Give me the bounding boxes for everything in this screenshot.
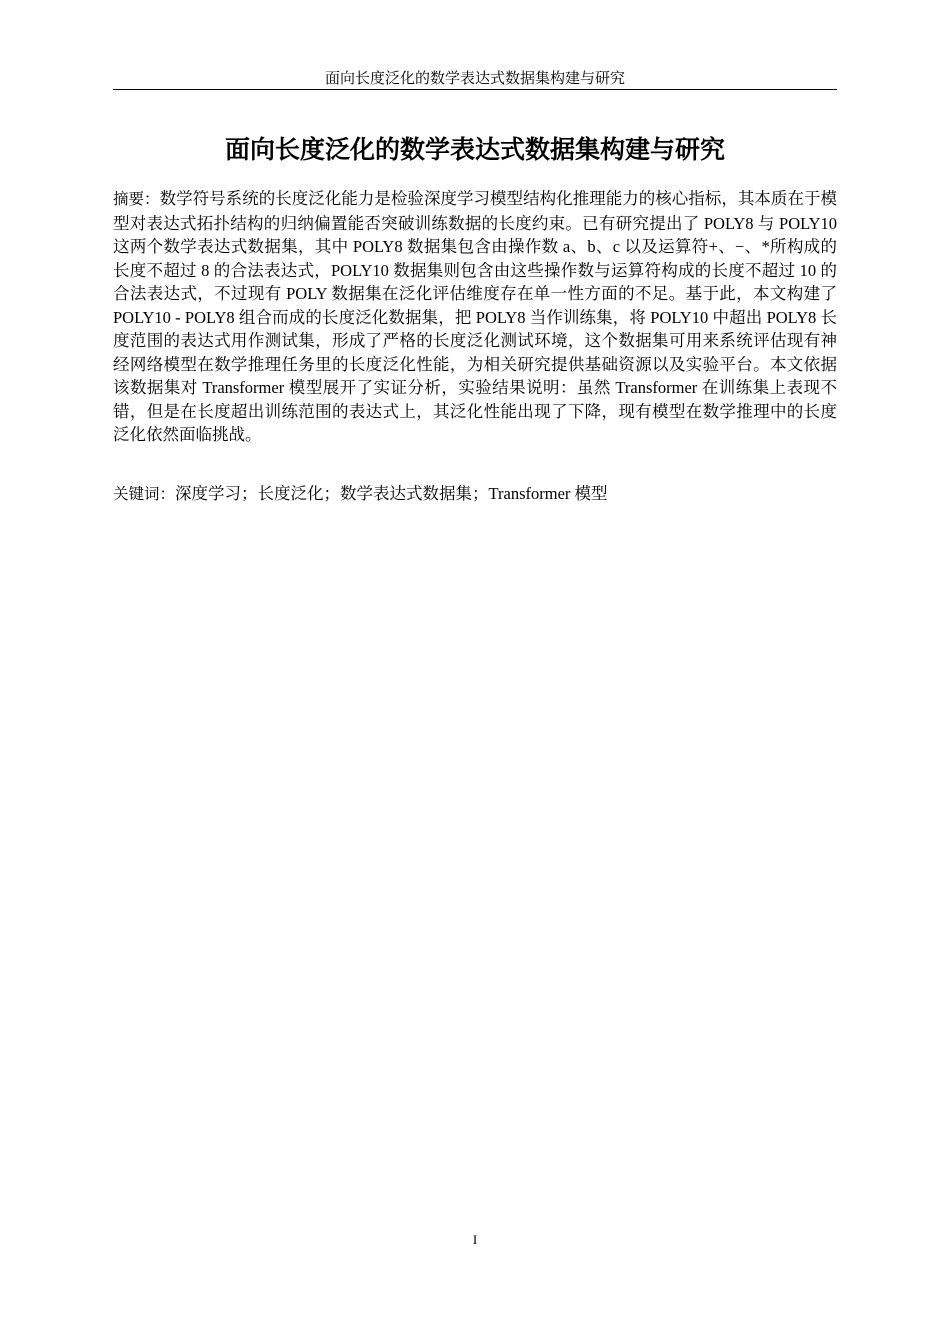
page-number: I xyxy=(472,1232,478,1247)
abstract-text: 数学符号系统的长度泛化能力是检验深度学习模型结构化推理能力的核心指标，其本质在于模型对表达式拓扑结构的归纳偏置能否突破训练数据的长度约束。已有研究提出了 POLY8 与 POLY10 这两个数学表达式数据集，其中 POLY8 数据集包含由操作数 a、b、c 以及运算符+、−、*所构成的长度不超过 8 的合法表达式，POLY10 数据集则包含由这些操作数与运算符构成的长度不超过 10 的合法表达式，不过现有 POLY 数据集在泛化评估维度存在单一性方面的不足。基于此，本文构建了 POLY10 - POLY8 组合而成的长度泛化数据集，把 POLY8 当作训练集，将 POLY10 中超出 POLY8 长度范围的表达式用作测试集，形成了严格的长度泛化测试环境，这个数据集可用来系统评估现有神经网络模型在数学推理任务里的长度泛化性能，为相关研究提供基础资源以及实验平台。本文依据该数据集对 Transformer 模型展开了实证分析，实验结果说明：虽然 Transformer 在训练集上表现不错，但是在长度超出训练范围的表达式上，其泛化性能出现了下降，现有模型在数学推理中的长度泛化依然面临挑战。 xyxy=(113,189,837,444)
page-title: 面向长度泛化的数学表达式数据集构建与研究 xyxy=(224,135,725,164)
keywords xyxy=(113,482,837,507)
running-header: 面向长度泛化的数学表达式数据集构建与研究 xyxy=(324,71,625,87)
keywords-label: 关键词： xyxy=(113,485,176,503)
abstract-label: 摘要： xyxy=(113,190,160,208)
header-rule xyxy=(113,89,837,90)
abstract xyxy=(113,187,837,447)
keywords-text: 深度学习；长度泛化；数学表达式数据集；Transformer 模型 xyxy=(175,484,608,503)
